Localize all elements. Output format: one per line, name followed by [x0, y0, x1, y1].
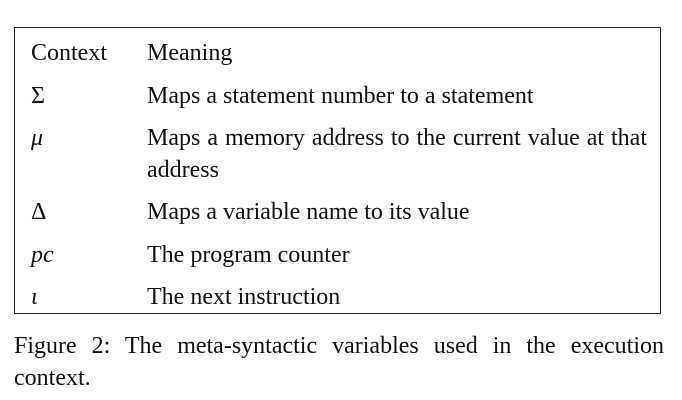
- row-symbol-sigma: Σ: [31, 83, 45, 109]
- row-meaning-delta: Maps a variable name to its value: [147, 199, 470, 225]
- row-symbol-pc: pc: [31, 242, 54, 268]
- row-meaning-mu: Maps a memory address to the current value at that address: [147, 125, 647, 183]
- row-symbol-mu: μ: [31, 125, 44, 151]
- row-meaning-pc: The program counter: [147, 242, 350, 268]
- row-symbol-iota: ι: [31, 284, 38, 310]
- header-context: Context: [31, 40, 107, 66]
- context-table: [14, 27, 661, 314]
- row-meaning-sigma: Maps a statement number to a statement: [147, 83, 534, 109]
- figure-caption: Figure 2: The meta-syntactic variables used in the execution context.: [14, 333, 664, 391]
- row-symbol-delta: Δ: [31, 199, 47, 225]
- row-meaning-iota: The next instruction: [147, 284, 341, 310]
- header-meaning: Meaning: [147, 40, 233, 66]
